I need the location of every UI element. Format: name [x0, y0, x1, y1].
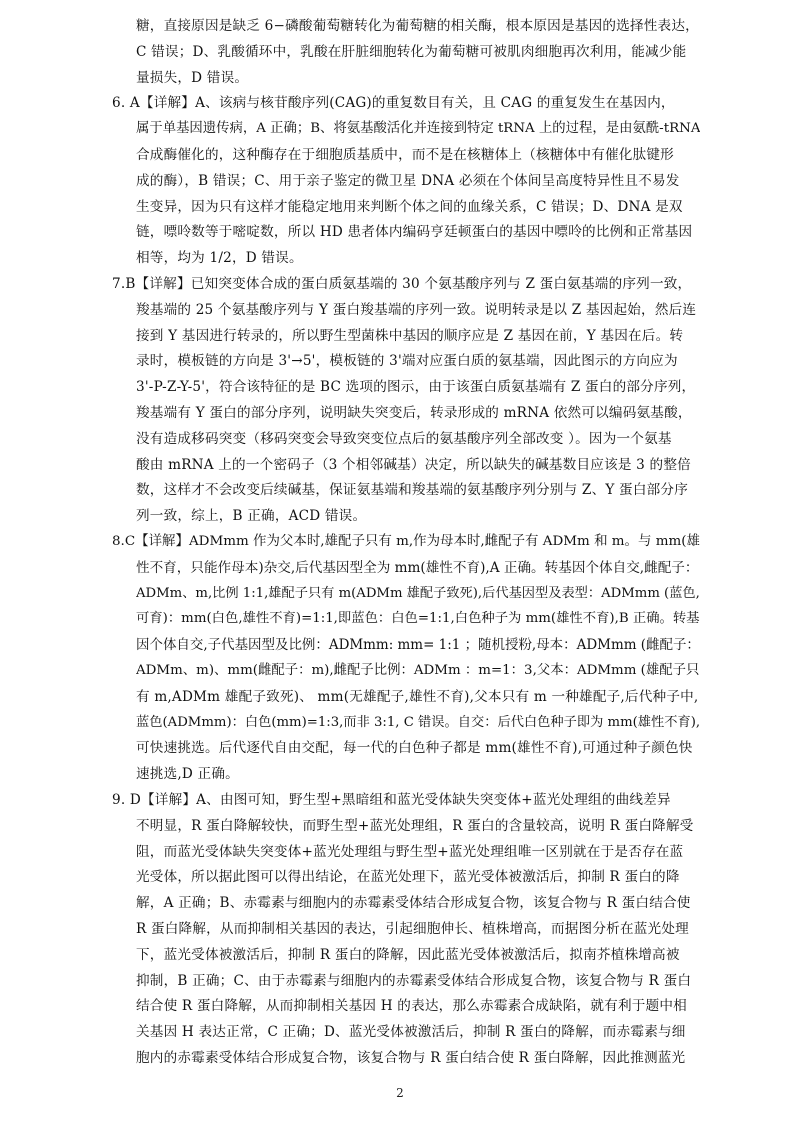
- text-line: 列一致，综上，B 正确，ACD 错误。: [136, 508, 367, 525]
- text-line: 光受体，所以据此图可以得出结论，在蓝光处理下，蓝光受体被激活后，抑制 R 蛋白的降: [136, 869, 680, 886]
- text-line: 性不育，只能作母本)杂交,后代基因型全为 mm(雄性不育),A 正确。转基因个体自交,雌配子：: [136, 559, 699, 576]
- text-line: 接到 Y 基因进行转录的，所以野生型菌株中基因的顺序应是 Z 基因在前，Y 基因在后。转: [136, 327, 684, 344]
- text-line: 关基因 H 表达正常，C 正确；D、蓝光受体被激活后，抑制 R 蛋白的降解，而赤霉素与细: [136, 1024, 686, 1041]
- text-line: 因个体自交,子代基因型及比例：ADMmm: mm= 1:1 ；随机授粉,母本：ADMmm (雌配子：: [136, 637, 700, 654]
- text-line: 解，A 正确；B、赤霉素与细胞内的赤霉素受体结合形成复合物，该复合物与 R 蛋白结合使: [136, 895, 691, 912]
- text-line: 羧基端的 25 个氨基酸序列与 Y 蛋白羧基端的序列一致。说明转录是以 Z 基因起始，然后连: [136, 301, 697, 318]
- text-line: 数，这样才不会改变后续碱基，保证氨基端和羧基端的氨基酸序列分别与 Z、Y 蛋白部分序: [136, 482, 689, 499]
- text-line: 羧基端有 Y 蛋白的部分序列，说明缺失突变后，转录形成的 mRNA 依然可以编码氨基酸，: [136, 405, 692, 421]
- text-line: 蓝色(ADMmm)：白色(mm)=1:3,而非 3:1, C 错误。自交：后代白色种子即为 mm(雄性不育),: [136, 714, 701, 730]
- text-line: 下，蓝光受体被激活后，抑制 R 蛋白的降解，因此蓝光受体被激活后，拟南芥植株增高被: [136, 946, 680, 963]
- text-line: 结合使 R 蛋白降解，从而抑制相关基因 H 的表达，那么赤霉素合成缺陷，就有利于题中相: [136, 998, 687, 1015]
- text-line: 成的酶），B 错误；C、用于亲子鉴定的微卫星 DNA 必须在个体间呈高度特异性且不易发: [136, 172, 680, 189]
- text-line: 录时，模板链的方向是 3'→5'，模板链的 3'端对应蛋白质的氨基端，因此图示的方向应为: [136, 353, 678, 370]
- text-line: 合成酶催化的，这种酶存在于细胞质基质中，而不是在核糖体上（核糖体中有催化肽键形: [136, 147, 674, 163]
- text-line: 生变异，因为只有这样才能稳定地用来判断个体之间的血缘关系，C 错误；D、DNA 是双: [136, 198, 683, 215]
- text-line: 酸由 mRNA 上的一个密码子（3 个相邻碱基）决定，所以缺失的碱基数目应该是 3 的整倍: [136, 456, 691, 473]
- text-line: 属于单基因遗传病，A 正确；B、将氨基酸活化并连接到特定 tRNA 上的过程，是由氨酰-tRNA: [136, 121, 701, 137]
- text-line: 3'-P-Z-Y-5'，符合该特征的是 BC 选项的图示，由于该蛋白质氨基端有 Z 蛋白的部分序列，: [136, 379, 696, 396]
- text-line: 可育)：mm(白色,雄性不育)=1:1,即蓝色：白色=1:1,白色种子为 mm(雄性不育),B 正确。转基: [136, 611, 700, 627]
- text-line: 8.C【详解】ADMmm 作为父本时,雄配子只有 m,作为母本时,雌配子有 ADMm 和 m。与 mm(雄: [112, 534, 700, 549]
- text-line: R 蛋白降解，从而抑制相关基因的表达，引起细胞伸长、植株增高，而据图分析在蓝光处理: [136, 921, 689, 937]
- text-line: 7.B【详解】已知突变体合成的蛋白质氨基端的 30 个氨基酸序列与 Z 蛋白氨基端的序列一致，: [112, 276, 692, 292]
- text-line: ADMm、m)、mm(雌配子：m),雌配子比例：ADMm ：m=1：3,父本：ADMmm (雄配子只: [136, 663, 700, 678]
- text-line: 糖，直接原因是缺乏 6−磷酸葡萄糖转化为葡萄糖的相关酶，根本原因是基因的选择性表达，: [136, 18, 699, 34]
- text-line: 抑制，B 正确；C、由于赤霉素与细胞内的赤霉素受体结合形成复合物，该复合物与 R 蛋白: [136, 972, 692, 989]
- text-line: 9. D【详解】A、由图可知，野生型+黑暗组和蓝光受体缺失突变体+蓝光处理组的曲线差异: [112, 792, 671, 808]
- text-line: 阻，而蓝光受体缺失突变体+蓝光处理组与野生型+蓝光处理组唯一区别就在于是否存在蓝: [136, 843, 684, 860]
- text-line: 相等，均为 1/2，D 错误。: [136, 250, 303, 267]
- text-line: C 错误；D、乳酸循环中，乳酸在肝脏细胞转化为葡萄糖可被肌肉细胞再次利用，能减少能: [136, 43, 687, 60]
- text-line: 链，嘌呤数等于嘧啶数，所以 HD 患者体内编码亨廷顿蛋白的基因中嘌呤的比例和正常基因: [136, 224, 693, 241]
- text-line: 不明显，R 蛋白降解较快，而野生型+蓝光处理组，R 蛋白的含量较高，说明 R 蛋白降解受: [136, 817, 694, 834]
- text-line: ADMm、m,比例 1:1,雄配子只有 m(ADMm 雄配子致死),后代基因型及表型：ADMmm (蓝色,: [136, 585, 700, 601]
- page-number: 2: [396, 1086, 404, 1100]
- text-line: 速挑选,D 正确。: [136, 766, 239, 783]
- text-line: 没有造成移码突变（移码突变会导致突变位点后的氨基酸序列全部改变 ）。因为一个氨基: [136, 430, 672, 447]
- text-line: 可快速挑选。后代逐代自由交配，每一代的白色种子都是 mm(雄性不育),可通过种子颜色快: [136, 740, 693, 757]
- text-line: 6. A【详解】A、该病与核苷酸序列(CAG)的重复数目有关，且 CAG 的重复发生在基因内，: [112, 95, 675, 112]
- text-line: 量损失，D 错误。: [136, 69, 249, 86]
- text-line: 胞内的赤霉素受体结合形成复合物，该复合物与 R 蛋白结合使 R 蛋白降解，因此推测蓝光: [136, 1050, 686, 1066]
- text-line: 有 m,ADMm 雄配子致死)、 mm(无雄配子,雄性不育),父本只有 m 一种雄配子,后代种子中,: [136, 688, 699, 705]
